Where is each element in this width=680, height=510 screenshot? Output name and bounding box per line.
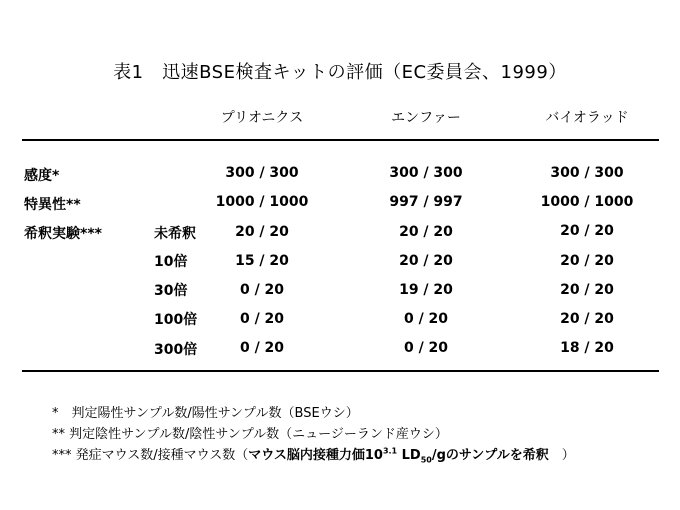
footnote-dilution-suffix: ） bbox=[548, 448, 575, 463]
sub-label-10x: 10倍 bbox=[154, 254, 188, 270]
table-cell: 0 / 20 bbox=[239, 311, 285, 327]
table-cell: 20 / 20 bbox=[560, 311, 614, 327]
footnote-dilution-prefix: *** 発症マウス数/接種マウス数（ bbox=[52, 448, 249, 463]
table-cell: 20 / 20 bbox=[560, 223, 614, 239]
table-cell: 1000 / 1000 bbox=[540, 194, 634, 210]
row-label-sensitivity: 感度* bbox=[24, 168, 60, 184]
sub-label-100x: 100倍 bbox=[154, 312, 198, 328]
table-cell: 300 / 300 bbox=[225, 165, 299, 181]
footnote-dilution-exponent: 3.1 bbox=[382, 446, 398, 456]
table-top-rule bbox=[22, 139, 659, 141]
column-header-enfer: エンファー bbox=[391, 110, 461, 126]
footnote-dilution-subscript: 50 bbox=[420, 455, 432, 465]
table-cell: 0 / 20 bbox=[403, 340, 449, 356]
table-cell: 300 / 300 bbox=[389, 165, 463, 181]
sub-label-300x: 300倍 bbox=[154, 342, 198, 358]
table-cell: 0 / 20 bbox=[239, 282, 285, 298]
footnote-dilution-titer: マウス脳内接種力価10 bbox=[248, 448, 383, 463]
table-cell: 20 / 20 bbox=[399, 253, 453, 269]
row-label-dilution: 希釈実験*** bbox=[24, 226, 102, 242]
table-cell: 0 / 20 bbox=[239, 340, 285, 356]
table-cell: 997 / 997 bbox=[389, 194, 463, 210]
column-header-prionics: プリオニクス bbox=[220, 110, 304, 126]
table-bottom-rule bbox=[22, 370, 659, 372]
table-title: 表1 迅速BSE検査キットの評価（EC委員会、1999） bbox=[113, 62, 567, 83]
table-cell: 20 / 20 bbox=[399, 224, 453, 240]
sub-label-30x: 30倍 bbox=[154, 283, 188, 299]
footnote-dilution bbox=[52, 444, 575, 465]
table-cell: 19 / 20 bbox=[399, 282, 453, 298]
table-cell: 20 / 20 bbox=[560, 282, 614, 298]
footnote-sensitivity: * 判定陽性サンプル数/陽性サンプル数（BSEウシ） bbox=[52, 406, 359, 421]
footnote-dilution-ld: LD bbox=[397, 448, 421, 463]
footnote-dilution-desc: /gのサンプルを希釈 bbox=[431, 448, 549, 463]
table-cell: 20 / 20 bbox=[560, 253, 614, 269]
table-cell: 300 / 300 bbox=[550, 165, 624, 181]
table-cell: 15 / 20 bbox=[235, 253, 289, 269]
column-header-biorad: バイオラッド bbox=[545, 110, 629, 126]
footnote-specificity: ** 判定陰性サンプル数/陰性サンプル数（ニュージーランド産ウシ） bbox=[52, 427, 448, 442]
table-cell: 1000 / 1000 bbox=[215, 194, 309, 210]
table-cell: 18 / 20 bbox=[560, 340, 614, 356]
table-cell: 0 / 20 bbox=[403, 311, 449, 327]
sub-label-undiluted: 未希釈 bbox=[154, 226, 196, 242]
row-label-specificity: 特異性** bbox=[24, 197, 81, 213]
table-cell: 20 / 20 bbox=[235, 224, 289, 240]
